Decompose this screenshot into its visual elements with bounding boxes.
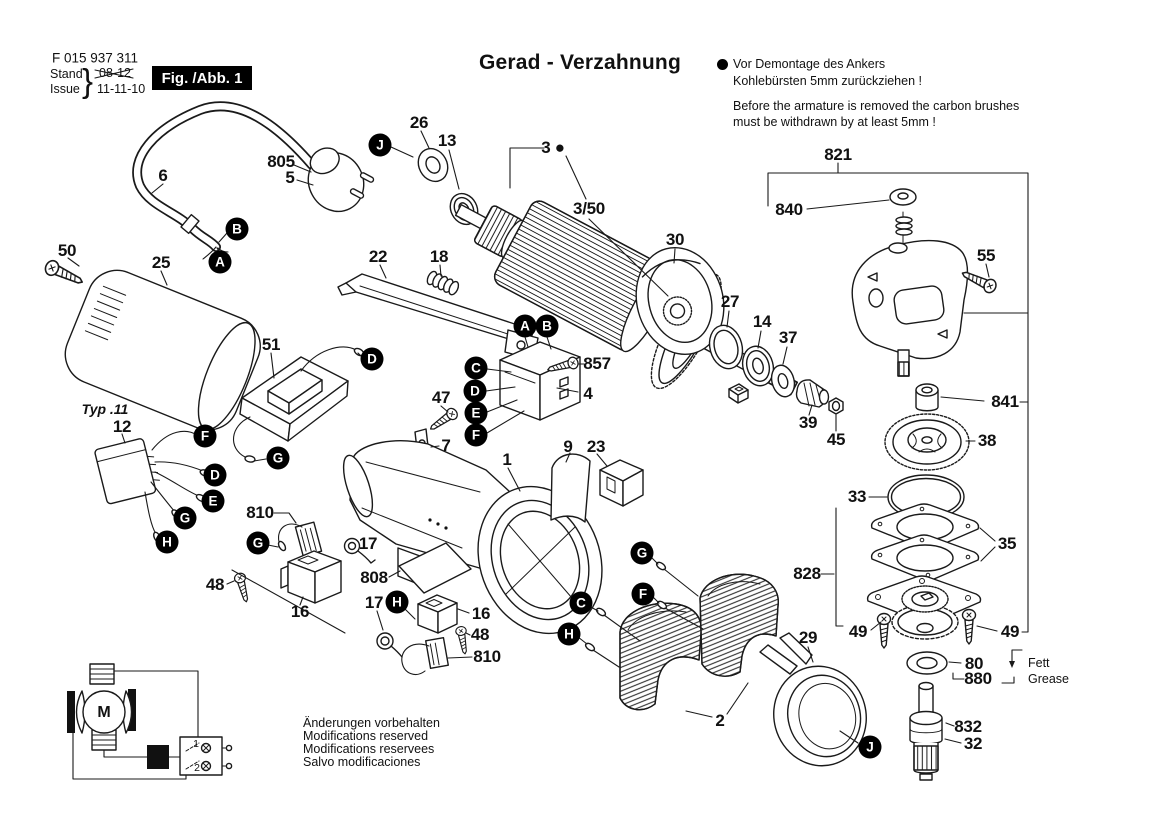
notice-de-1: Vor Demontage des Ankers bbox=[733, 57, 886, 71]
part-label-80: 80 bbox=[964, 654, 984, 673]
part-label-13: 13 bbox=[437, 131, 457, 150]
part-label-26: 26 bbox=[409, 113, 429, 132]
callout-F: F bbox=[632, 583, 655, 606]
footer-note-3: Modifications reservees bbox=[303, 742, 435, 756]
part-label-30: 30 bbox=[665, 230, 685, 249]
callout-H: H bbox=[386, 591, 409, 614]
part-label-49: 49 bbox=[848, 622, 868, 641]
grease-note-de: Fett bbox=[1028, 656, 1050, 670]
issue-value: 11-11-10 bbox=[97, 82, 146, 96]
part-label-48: 48 bbox=[470, 625, 490, 644]
part-label-12: 12 bbox=[112, 417, 132, 436]
callout-J: J bbox=[369, 134, 392, 157]
notice-en-1: Before the armature is removed the carbon brushes bbox=[733, 99, 1020, 113]
schematic-motor-label: M bbox=[97, 704, 111, 721]
part-label-821: 821 bbox=[824, 145, 852, 164]
callout-G: G bbox=[247, 532, 270, 555]
schematic-terminal-1: 1 bbox=[193, 738, 199, 750]
callout-E: E bbox=[465, 402, 488, 425]
callout-H: H bbox=[558, 623, 581, 646]
part-label-33: 33 bbox=[847, 487, 867, 506]
part-label-828: 828 bbox=[793, 564, 821, 583]
header-brace: } bbox=[82, 62, 94, 99]
callout-B: B bbox=[536, 315, 559, 338]
part-label-50: 50 bbox=[57, 241, 77, 260]
issue-label: Issue bbox=[50, 82, 80, 96]
callout-E: E bbox=[202, 490, 225, 513]
part-label-3-: 3 ● bbox=[541, 138, 565, 157]
part-label-49: 49 bbox=[1000, 622, 1020, 641]
notice-bullet-icon bbox=[717, 59, 728, 70]
part-label-7: 7 bbox=[441, 436, 451, 455]
callout-D: D bbox=[204, 464, 227, 487]
part-label-857: 857 bbox=[583, 354, 611, 373]
part-label-23: 23 bbox=[586, 437, 606, 456]
callout-G: G bbox=[174, 507, 197, 530]
part-label-6: 6 bbox=[158, 166, 168, 185]
callout-D: D bbox=[464, 380, 487, 403]
part-label-1: 1 bbox=[502, 450, 512, 469]
notice-en-2: must be withdrawn by at least 5mm ! bbox=[733, 115, 936, 129]
schematic-terminal-2: 2 bbox=[194, 762, 200, 774]
callout-C: C bbox=[465, 357, 488, 380]
part-label-22: 22 bbox=[368, 247, 388, 266]
part-label-32: 32 bbox=[963, 734, 983, 753]
part-label-2: 2 bbox=[715, 711, 725, 730]
stand-value: 08-12 bbox=[99, 66, 131, 80]
footer-note-1: Änderungen vorbehalten bbox=[303, 716, 440, 730]
part-label-51: 51 bbox=[261, 335, 281, 354]
notice-de-2: Kohlebürsten 5mm zurückziehen ! bbox=[733, 74, 922, 88]
part-label-808: 808 bbox=[360, 568, 388, 587]
part-label-45: 45 bbox=[826, 430, 846, 449]
part-label-810: 810 bbox=[473, 647, 501, 666]
part-label-18: 18 bbox=[429, 247, 449, 266]
footer-note-4: Salvo modificaciones bbox=[303, 755, 421, 769]
part-label-16: 16 bbox=[290, 602, 310, 621]
callout-G: G bbox=[267, 447, 290, 470]
part-label-17: 17 bbox=[358, 534, 378, 553]
part-label-5: 5 bbox=[285, 168, 295, 187]
callout-F: F bbox=[194, 425, 217, 448]
part-label-840: 840 bbox=[775, 200, 803, 219]
part-label-14: 14 bbox=[752, 312, 772, 331]
grease-note-en: Grease bbox=[1028, 672, 1069, 686]
callout-A: A bbox=[209, 251, 232, 274]
document-number: F 015 937 311 bbox=[52, 50, 139, 66]
part-label-805: 805 bbox=[267, 152, 295, 171]
callout-J: J bbox=[859, 736, 882, 759]
part-label-48: 48 bbox=[205, 575, 225, 594]
callout-B: B bbox=[226, 218, 249, 241]
callout-H: H bbox=[156, 531, 179, 554]
part-label-4: 4 bbox=[583, 384, 593, 403]
part-label-37: 37 bbox=[778, 328, 798, 347]
part-label-39: 39 bbox=[798, 413, 818, 432]
page-title: Gerad - Verzahnung bbox=[479, 51, 681, 74]
figure-label: Fig. /Abb. 1 bbox=[152, 66, 252, 90]
part-label-3-50: 3/50 bbox=[573, 199, 605, 218]
part-label-832: 832 bbox=[954, 717, 982, 736]
type-note: Typ .11 bbox=[81, 401, 129, 417]
part-label-880: 880 bbox=[964, 669, 992, 688]
part-label-841: 841 bbox=[991, 392, 1019, 411]
part-label-55: 55 bbox=[976, 246, 996, 265]
footer-note-2: Modifications reserved bbox=[303, 729, 429, 743]
part-label-27: 27 bbox=[720, 292, 740, 311]
callout-C: C bbox=[570, 592, 593, 615]
callout-F: F bbox=[465, 424, 488, 447]
callout-D: D bbox=[361, 348, 384, 371]
part-label-38: 38 bbox=[977, 431, 997, 450]
part-label-16: 16 bbox=[471, 604, 491, 623]
callout-G: G bbox=[631, 542, 654, 565]
part-label-810: 810 bbox=[246, 503, 274, 522]
part-label-35: 35 bbox=[997, 534, 1017, 553]
part-label-9: 9 bbox=[563, 437, 573, 456]
part-label-25: 25 bbox=[151, 253, 171, 272]
part-label-29: 29 bbox=[798, 628, 818, 647]
part-label-47: 47 bbox=[431, 388, 451, 407]
part-label-17: 17 bbox=[364, 593, 384, 612]
callout-A: A bbox=[514, 315, 537, 338]
stand-label: Stand bbox=[50, 67, 83, 81]
